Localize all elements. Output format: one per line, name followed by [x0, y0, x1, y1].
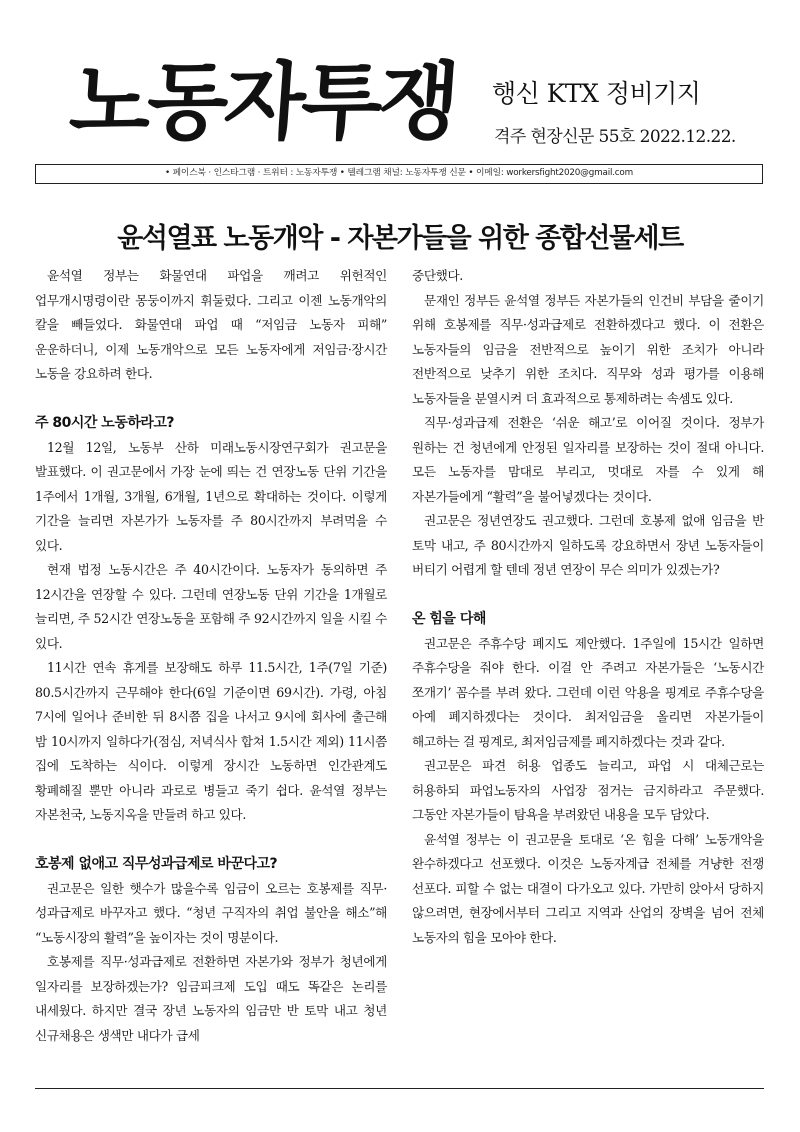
masthead: [0, 0, 800, 160]
left-column: [35, 264, 387, 1048]
body-paragraph: 현재 법정 노동시간은 주 40시간이다. 노동자가 동의하면 주 12시간을 연장할 수 있다. 그런데 연장노동 단위 기간을 1개월로 늘리면, 주 52시간 연장노동을 포함해 주 92시간까지 일을 시킬 수 있다.: [35, 562, 387, 651]
section-heading: 주 80시간 노동하라고?: [35, 415, 175, 431]
body-paragraph: 권고문은 정년연장도 권고했다. 그런데 호봉제 없애 임금을 반 토막 내고, 주 80시간까지 일하도록 강요하면서 장년 노동자들이 버티기 어렵게 할 텐데 정년 연장이 무슨 의미가 있겠는가?: [412, 513, 764, 577]
body-paragraph: 문재인 정부든 윤석열 정부든 자본가들의 인건비 부담을 줄이기 위해 호봉제를 직무·성과급제로 전환하겠다고 했다. 이 전환은 노동자들의 임금을 전반적으로 높이기 위한 조치가 아니라 전반적으로 낮추기 위한 조치다. 직무와 성과 평가를 이용해 노동자들을 분열시켜 더 효과적으로 통제하려는 속셈도 있다.: [412, 292, 764, 406]
body-paragraph: 윤석열 정부는 이 권고문을 토대로 ‘온 힘을 다해’ 노동개악을 완수하겠다고 선포했다. 이것은 노동자계급 전체를 겨냥한 전쟁 선포다. 피할 수 없는 대결이 다가오고 있다. 가만히 앉아서 당하지 않으려면, 현장에서부터 그리고 지역과 산업의 장벽을 넘어 전체 노동자의 힘을 모아야 한다.: [412, 831, 764, 945]
spacer: [35, 387, 387, 412]
newspaper-logo: 노동자투쟁: [66, 52, 460, 151]
edition-title: 행신 KTX 정비기지: [492, 79, 701, 108]
section-heading: 호봉제 없애고 직무성과급제로 바꾼다고?: [35, 856, 278, 872]
intro-paragraph: 윤석열 정부는 화물연대 파업을 깨려고 위헌적인 업무개시명령이란 몽둥이까지 휘둘렀다. 그리고 이젠 노동개악의 칼을 빼들었다. 화물연대 파업 때 “저임금 노동자 피해” 운운하더니, 이제 노동개악으로 모든 노동자에게 저임금·장시간 노동을 강요하려 한다.: [35, 268, 387, 381]
body-paragraph: 권고문은 일한 햇수가 많을수록 임금이 오르는 호봉제를 직무·성과급제로 바꾸자고 했다. “청년 구직자의 취업 불안을 해소”해 “노동시장의 활력”을 높이자는 것이 명분이다.: [35, 880, 387, 945]
body-paragraph: 11시간 연속 휴게를 보장해도 하루 11.5시간, 1주(7일 기준) 80.5시간까지 근무해야 한다(6일 기준이면 69시간). 가령, 아침 7시에 일어나 준비한 뒤 8시쯤 집을 나서고 9시에 회사에 출근해 밤 10시까지 일하다가(점심, 저녁식사 합쳐 1.5시간 제외) 11시쯤 집에 도착하는 식이다. 이렇게 장시간 노동하면 인간관계도 황폐해질 뿐만 아니라 과로로 병들고 죽기 쉽다. 윤석열 정부는 자본천국, 노동지옥을 만들려 하고 있다.: [35, 660, 387, 822]
issue-info: 격주 현장신문 55호 2022.12.22.: [494, 127, 736, 147]
body-paragraph: 호봉제를 직무·성과급제로 전환하면 자본가와 정부가 청년에게 일자리를 보장하겠는가? 임금피크제 도입 때도 똑같은 논리를 내세웠다. 하지만 결국 장년 노동자의 임금만 반 토막 내고 청년 신규채용은 생색만 내다가 급세: [35, 954, 387, 1043]
body-paragraph: 권고문은 파견 허용 업종도 늘리고, 파업 시 대체근로는 허용하되 파업노동자의 사업장 점거는 금지하라고 주문했다. 그동안 자본가들이 탐욕을 부려왔던 내용을 모두 담았다.: [412, 758, 764, 822]
page-headline: 윤석열표 노동개악 - 자본가들을 위한 종합선물세트: [117, 223, 683, 255]
body-paragraph: 12월 12일, 노동부 산하 미래노동시장연구회가 권고문을 발표했다. 이 권고문에서 가장 눈에 띄는 건 연장노동 단위 기간을 1주에서 1개월, 3개월, 6개월, 1년으로 확대하는 것이다. 이렇게 기간을 늘리면 자본가가 노동자를 주 80시간까지 부려먹을 수 있다.: [35, 439, 387, 553]
section-heading: 온 힘을 다해: [412, 611, 486, 627]
continued-text: 중단했다.: [412, 268, 463, 283]
body-paragraph: 직무·성과급제 전환은 ‘쉬운 해고’로 이어질 것이다. 정부가 원하는 건 청년에게 안정된 일자리를 보장하는 것이 절대 아니다. 모든 노동자를 맘대로 부리고, 멋대로 자를 수 있게 해 자본가들에게 “활력”을 불어넣겠다는 것이다.: [412, 415, 764, 504]
body-paragraph: 권고문은 주휴수당 폐지도 제안했다. 1주일에 15시간 일하면 주휴수당을 줘야 한다. 이걸 안 주려고 자본가들은 ‘노동시간 쪼개기’ 꼼수를 부려 왔다. 그런데 이런 악용을 핑계로 주휴수당을 아예 폐지하겠다는 것이다. 최저임금을 올리면 자본가들이 해고하는 걸 핑계로, 최저임금제를 폐지하겠다는 것과 같다.: [412, 635, 764, 749]
right-column: [412, 264, 764, 950]
contact-bar: • 페이스북 · 인스타그램 · 트위터 : 노동자투쟁 • 텔레그램 채널: 노동자투쟁 신문 • 이메일: workersfight2020@gmail.com: [35, 164, 763, 184]
bottom-rule: [35, 1088, 764, 1089]
spacer: [412, 583, 764, 608]
spacer: [35, 828, 387, 853]
